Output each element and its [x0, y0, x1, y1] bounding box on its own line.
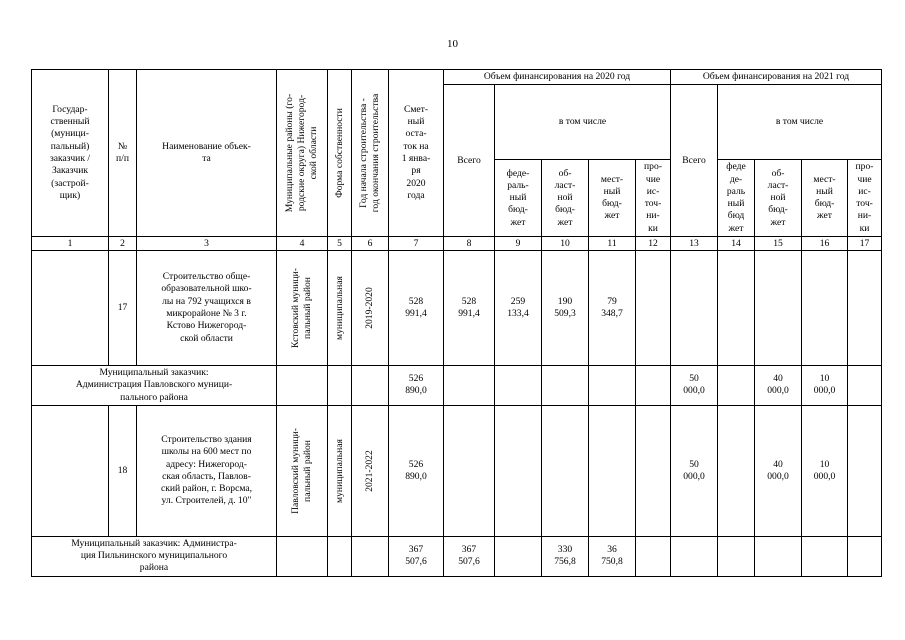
financing-table: [31, 69, 882, 577]
cell-total-2020: [444, 405, 495, 536]
cell-ownership: [328, 536, 352, 576]
header-estimate: Смет- ный оста- ток на 1 янва- ря 2020 года: [389, 70, 444, 237]
cell-estimate: 526 890,0: [389, 366, 444, 406]
cell-local-2020: 36 750,8: [589, 536, 636, 576]
cell-other-2021: [848, 536, 882, 576]
header-name: Наименование объек- та: [137, 70, 277, 237]
table-row: [32, 366, 882, 406]
cell-regional-2020: [542, 366, 589, 406]
col-num: 17: [848, 237, 882, 251]
cell-other-2020: [636, 405, 671, 536]
cell-federal-2020: [495, 366, 542, 406]
cell-federal-2021: [718, 536, 755, 576]
cell-num: 18: [109, 405, 137, 536]
cell-federal-2020: [495, 536, 542, 576]
cell-federal-2020: [495, 405, 542, 536]
cell-regional-2020: 330 756,8: [542, 536, 589, 576]
cell-customer: [32, 251, 109, 366]
cell-regional-2020: [542, 405, 589, 536]
header-regional-2021: об- ласт- ной бюд- жет: [755, 160, 802, 237]
cell-total-2021: 50 000,0: [671, 405, 718, 536]
cell-total-2020: 367 507,6: [444, 536, 495, 576]
cell-total-2020: [444, 366, 495, 406]
header-years-text: Год начала строительства - год окончания строительства: [358, 93, 381, 213]
cell-years: [352, 251, 389, 366]
page-number: 10: [447, 38, 458, 50]
cell-estimate: 526 890,0: [389, 405, 444, 536]
col-num: 5: [328, 237, 352, 251]
cell-other-2020: [636, 251, 671, 366]
header-districts-text: Муниципальные районы (го- родские округа) Нижегород- ской области: [284, 93, 319, 213]
cell-customer-group: Муниципальный заказчик: Администрация Павловского муници- пального района: [32, 366, 277, 406]
cell-other-2021: [848, 405, 882, 536]
cell-local-2021: [802, 251, 848, 366]
cell-years-text: 2019-2020: [364, 287, 376, 329]
cell-local-2020: [589, 405, 636, 536]
cell-ownership: [328, 251, 352, 366]
col-num: 7: [389, 237, 444, 251]
col-num: 2: [109, 237, 137, 251]
cell-federal-2020: 259 133,4: [495, 251, 542, 366]
header-ownership: [328, 70, 352, 237]
column-number-row: [32, 237, 882, 251]
header-ownership-text: Форма собственности: [333, 108, 345, 198]
header-years: [352, 70, 389, 237]
cell-district: [277, 405, 328, 536]
col-num: 13: [671, 237, 718, 251]
header-other-2020: про- чие ис- точ- ни- ки: [636, 160, 671, 237]
table-row: [32, 251, 882, 366]
cell-district-text: Павловский муници- пальный район: [290, 427, 313, 514]
header-including-2021: в том числе: [718, 85, 882, 160]
cell-other-2021: [848, 251, 882, 366]
cell-district-text: Кстовский муници- пальный район: [290, 268, 313, 348]
cell-estimate: 528 991,4: [389, 251, 444, 366]
cell-ownership: [328, 405, 352, 536]
cell-years: [352, 405, 389, 536]
cell-local-2021: 10 000,0: [802, 405, 848, 536]
header-regional-2020: об- ласт- ной бюд- жет: [542, 160, 589, 237]
cell-ownership-text: муниципальная: [333, 438, 345, 503]
header-local-2020: мест- ный бюд- жет: [589, 160, 636, 237]
cell-name: Строительство обще- образовательной шко- лы на 792 учащихся в микрорайоне № 3 г. Кстово Нижегород- ской области: [137, 251, 277, 366]
header-local-2021: мест- ный бюд- жет: [802, 160, 848, 237]
col-num: 12: [636, 237, 671, 251]
cell-other-2021: [848, 366, 882, 406]
cell-regional-2021: 40 000,0: [755, 405, 802, 536]
cell-num: 17: [109, 251, 137, 366]
header-customer: Государ- ственный (муници- пальный) заказчик / Заказчик (застрой- щик): [32, 70, 109, 237]
cell-regional-2020: 190 509,3: [542, 251, 589, 366]
col-num: 11: [589, 237, 636, 251]
cell-customer: [32, 405, 109, 536]
header-other-2021: про- чие ис- точ- ни- ки: [848, 160, 882, 237]
cell-years: [352, 536, 389, 576]
header-fin2020: Объем финансирования на 2020 год: [444, 70, 671, 85]
cell-regional-2021: [755, 251, 802, 366]
col-num: 14: [718, 237, 755, 251]
header-num: № п/п: [109, 70, 137, 237]
cell-ownership-text: муниципальная: [333, 276, 345, 340]
cell-years-text: 2021-2022: [364, 450, 376, 492]
table-row: [32, 405, 882, 536]
cell-total-2021: [671, 251, 718, 366]
col-num: 3: [137, 237, 277, 251]
cell-total-2021: 50 000,0: [671, 366, 718, 406]
col-num: 10: [542, 237, 589, 251]
table-row: [32, 536, 882, 576]
col-num: 6: [352, 237, 389, 251]
header-federal-2021: феде де- раль ный бюд жет: [718, 160, 755, 237]
cell-customer-group: Муниципальный заказчик: Администра- ция Пильнинского муниципального района: [32, 536, 277, 576]
cell-name: Строительство здания школы на 600 мест по адресу: Нижегород- ская область, Павлов- ский район, г. Ворсма, ул. Строителей, д. 10": [137, 405, 277, 536]
header-fin2021: Объем финансирования на 2021 год: [671, 70, 882, 85]
header-including-2020: в том числе: [495, 85, 671, 160]
col-num: 4: [277, 237, 328, 251]
header-federal-2020: феде- раль- ный бюд- жет: [495, 160, 542, 237]
cell-years: [352, 366, 389, 406]
col-num: 9: [495, 237, 542, 251]
header-row-1: [32, 70, 882, 85]
cell-district: [277, 251, 328, 366]
cell-total-2021: [671, 536, 718, 576]
cell-regional-2021: 40 000,0: [755, 366, 802, 406]
cell-local-2021: 10 000,0: [802, 366, 848, 406]
cell-other-2020: [636, 536, 671, 576]
cell-district: [277, 536, 328, 576]
header-districts: [277, 70, 328, 237]
cell-local-2020: [589, 366, 636, 406]
col-num: 15: [755, 237, 802, 251]
col-num: 16: [802, 237, 848, 251]
header-total-2021: Всего: [671, 85, 718, 237]
cell-district: [277, 366, 328, 406]
cell-federal-2021: [718, 366, 755, 406]
cell-local-2021: [802, 536, 848, 576]
cell-other-2020: [636, 366, 671, 406]
header-total-2020: Всего: [444, 85, 495, 237]
col-num: 1: [32, 237, 109, 251]
cell-local-2020: 79 348,7: [589, 251, 636, 366]
cell-federal-2021: [718, 251, 755, 366]
cell-total-2020: 528 991,4: [444, 251, 495, 366]
cell-ownership: [328, 366, 352, 406]
col-num: 8: [444, 237, 495, 251]
cell-estimate: 367 507,6: [389, 536, 444, 576]
cell-federal-2021: [718, 405, 755, 536]
cell-regional-2021: [755, 536, 802, 576]
